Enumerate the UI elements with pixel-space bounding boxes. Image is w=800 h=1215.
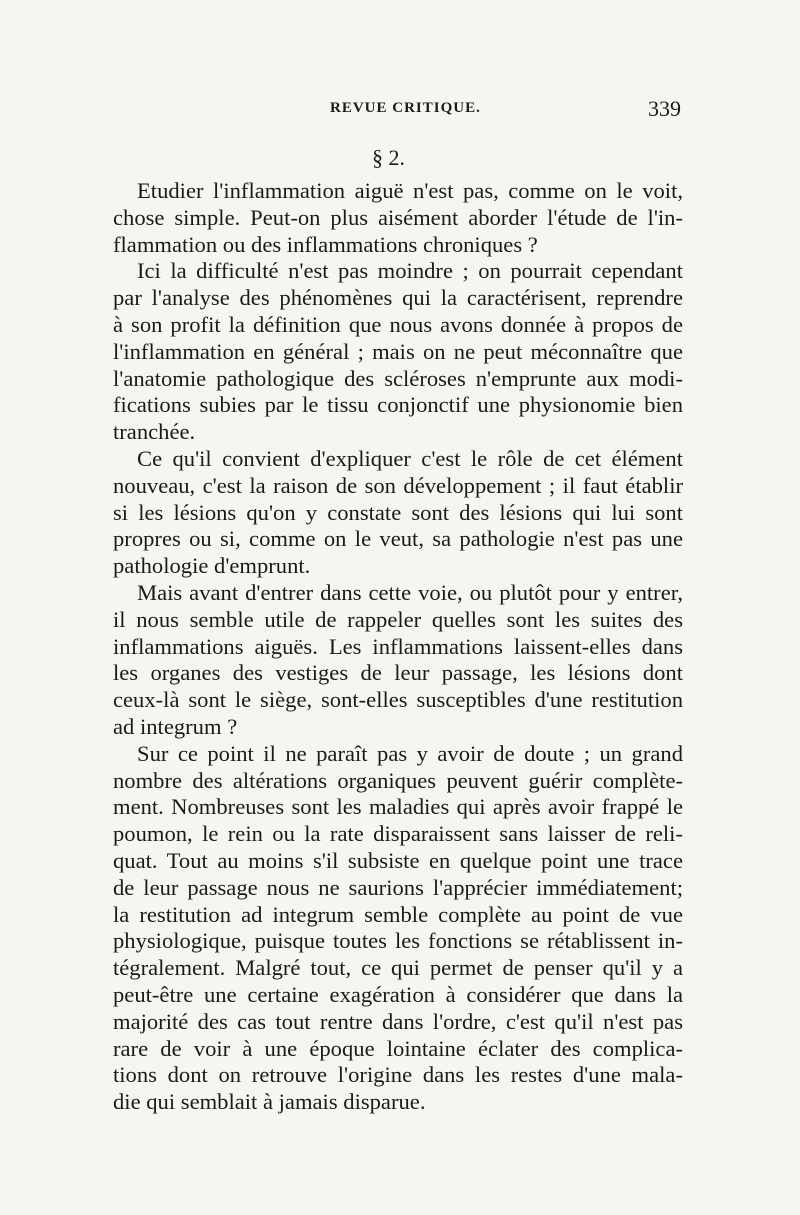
text-line: fications subies par le tissu conjonctif une physionomie bien bbox=[113, 392, 683, 418]
text-line: rare de voir à une époque lointaine éclater des complica- bbox=[113, 1035, 683, 1061]
text-line: de leur passage nous ne saurions l'apprécier immédiatement; bbox=[113, 874, 683, 900]
text-line: les organes des vestiges de leur passage, les lésions dont bbox=[113, 660, 683, 686]
text-line: tégralement. Malgré tout, ce qui permet de penser qu'il y a bbox=[113, 955, 683, 981]
text-line: Etudier l'inflammation aiguë n'est pas, comme on le voit, bbox=[137, 178, 683, 203]
text-line: ad integrum ? bbox=[113, 713, 238, 739]
paragraph-2 bbox=[113, 258, 683, 446]
text-line: poumon, le rein ou la rate disparaissent sans laisser de reli- bbox=[113, 821, 683, 847]
running-title: REVUE CRITIQUE. bbox=[330, 100, 481, 116]
paragraph-4 bbox=[113, 580, 683, 741]
text-line: propres ou si, comme on le veut, sa pathologie n'est pas une bbox=[113, 526, 683, 552]
text-line: physiologique, puisque toutes les fonctions se rétablissent in- bbox=[113, 928, 683, 954]
body-text bbox=[113, 178, 683, 1116]
paragraph-3 bbox=[113, 446, 683, 580]
text-line: quat. Tout au moins s'il subsiste en quelque point une trace bbox=[113, 847, 683, 873]
text-line: nombre des altérations organiques peuvent guérir complète- bbox=[113, 767, 683, 793]
text-line: Ce qu'il convient d'expliquer c'est le rôle de cet élément bbox=[137, 445, 683, 471]
section-heading: § 2. bbox=[372, 145, 405, 170]
text-line: il nous semble utile de rappeler quelles sont les suites des bbox=[113, 606, 683, 632]
text-line: die qui semblait à jamais disparue. bbox=[113, 1089, 426, 1115]
text-line: Sur ce point il ne paraît pas y avoir de doute ; un grand bbox=[137, 740, 683, 766]
text-line: l'inflammation en général ; mais on ne peut méconnaître que bbox=[113, 338, 683, 364]
text-line: majorité des cas tout rentre dans l'ordre, c'est qu'il n'est pas bbox=[113, 1008, 683, 1034]
text-line: tranchée. bbox=[113, 419, 196, 445]
text-line: pathologie d'emprunt. bbox=[113, 553, 311, 579]
text-line: Mais avant d'entrer dans cette voie, ou plutôt pour y entrer, bbox=[137, 579, 683, 605]
text-line: flammation ou des inflammations chroniques ? bbox=[113, 231, 538, 257]
text-line: ceux-là sont le siège, sont-elles susceptibles d'une restitution bbox=[113, 687, 683, 713]
paragraph-5 bbox=[113, 741, 683, 1116]
text-line: l'anatomie pathologique des scléroses n'emprunte aux modi- bbox=[113, 365, 683, 391]
page-number: 339 bbox=[648, 96, 681, 121]
text-line: par l'analyse des phénomènes qui la caractérisent, reprendre bbox=[113, 285, 683, 311]
text-line: peut-être une certaine exagération à considérer que dans la bbox=[113, 981, 683, 1007]
text-line: la restitution ad integrum semble complète au point de vue bbox=[113, 901, 683, 927]
text-line: inflammations aiguës. Les inflammations laissent-elles dans bbox=[113, 633, 683, 659]
text-line: tions dont on retrouve l'origine dans les restes d'une mala- bbox=[113, 1062, 683, 1088]
text-line: à son profit la définition que nous avons donnée à propos de bbox=[113, 311, 683, 337]
text-line: nouveau, c'est la raison de son développement ; il faut établir bbox=[113, 472, 683, 498]
text-line: Ici la difficulté n'est pas moindre ; on pourrait cependant bbox=[137, 258, 683, 284]
text-line: ment. Nombreuses sont les maladies qui après avoir frappé le bbox=[113, 794, 683, 820]
text-line: chose simple. Peut-on plus aisément aborder l'étude de l'in- bbox=[113, 204, 683, 230]
text-line: si les lésions qu'on y constate sont des lésions qui lui sont bbox=[113, 499, 683, 525]
paragraph-1 bbox=[113, 178, 683, 258]
